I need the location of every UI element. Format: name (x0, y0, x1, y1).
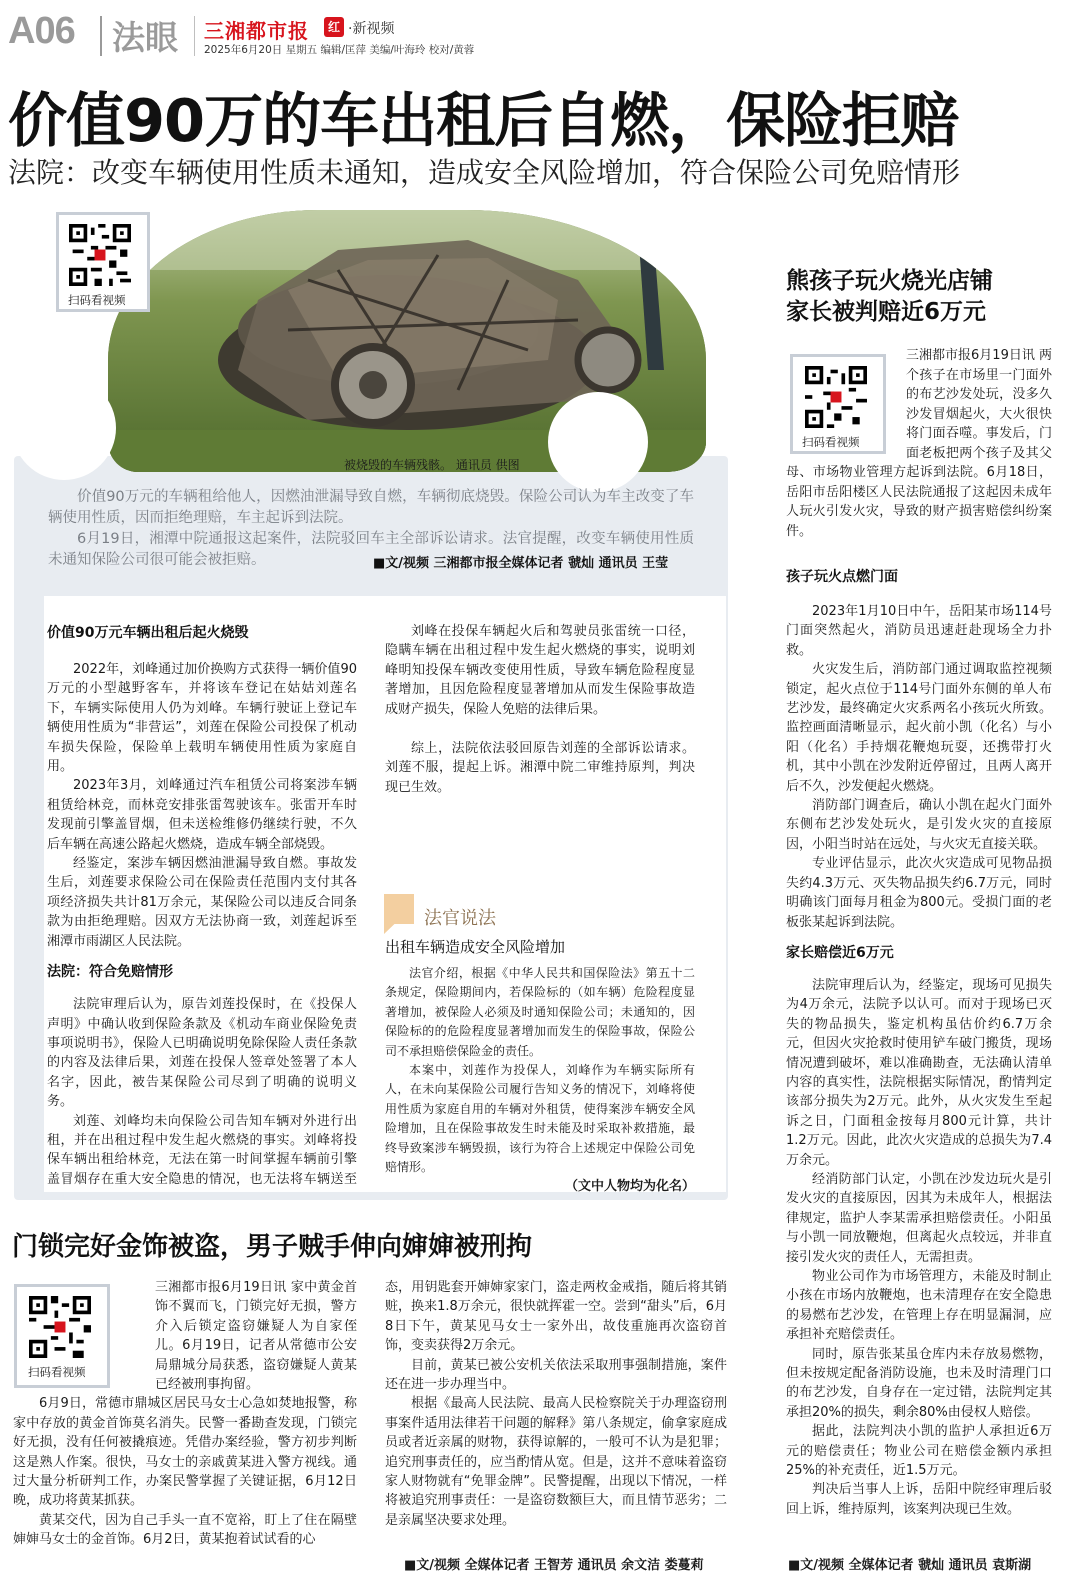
brand-subtitle: ·新视频 (348, 21, 395, 37)
bottom-column-left (13, 1278, 357, 1550)
photo-frame-wheel-right (548, 392, 648, 492)
newspaper-logo: 三湘都市报 (204, 19, 309, 43)
judge-column (385, 964, 695, 1197)
article-paragraph: 火灾发生后，消防部门通过调取监控视频锁定，起火点位于114号门面外东侧的单人布艺沙发，最终确定火灾系两名小孩玩火所致。监控画面清晰显示，起火前小凯（化名）与小阳（化名）手持烟花鞭炮玩耍，还携带打火机，其中小凯在沙发附近停留过，且两人离开后不久，沙发便起火燃烧。 (786, 662, 1052, 794)
article-paragraph: 物业公司作为市场管理方，未能及时制止小孩在市场内放鞭炮，也未清理存在安全隐患的易燃布艺沙发，在管理上存在明显漏洞，应承担补充赔偿责任。 (786, 1269, 1052, 1343)
right-byline: ■文/视频 全媒体记者 虢灿 通讯员 袁斯湖 (788, 1558, 1032, 1573)
right-story-headline: 熊孩子玩火烧光店铺 家长被判赔近6万元 (786, 268, 993, 325)
article-paragraph: 经消防部门认定，小凯在沙发边玩火是引发火灾的直接原因，因其为未成年人，根据法律规定，监护人李某需承担赔偿责任。小阳虽与小凯一同放鞭炮，但离起火点较远，并非直接引发火灾的责任人，无需担责。 (786, 1171, 1052, 1265)
right-lead-text: 三湘都市报6月19日讯 两个孩子在市场里一门面外的布艺沙发处玩，没多久沙发冒烟起火，大火很快将门面吞噬。事发后，门面老板把两个孩子及其父母、市场物业管理方起诉到法院。6月18日，岳阳市岳阳楼区人民法院通报了这起因未成年人玩火引发火灾，导致的财产损害赔偿纠纷案件。 (786, 348, 1052, 539)
section-heading: 家长赔偿近6万元 (786, 944, 894, 961)
article-paragraph: 专业评估显示，此次火灾造成可见物品损失约4.3万元、灭失物品损失约6.7万元，同时明确该门面每月租金为800元。受损门面的老板张某起诉到法院。 (786, 856, 1052, 930)
judge-paragraph: 本案中，刘莲作为投保人，刘峰作为车辆实际所有人，在未向某保险公司履行告知义务的情况下，刘峰将使用性质为家庭自用的车辆对外租赁，使得案涉车辆安全风险增加，且在保险事故发生时未能及时采取补救措施，最终导致案涉车辆毁损，该行为符合上述规定中保险公司免赔情形。 (385, 1063, 695, 1175)
judge-note: （文中人物均为化名） (564, 1179, 695, 1195)
photo-frame-wheel-left (12, 376, 116, 480)
article-paragraph: 同时，原告张某虽仓库内未存放易燃物，但未按规定配备消防设施，也未及时清理门口的布艺沙发，自身存在一定过错，法院判定其承担20%的损失，剩余80%由侵权人赔偿。 (786, 1346, 1052, 1420)
bottom-story-headline: 门锁完好金饰被盗，男子贼手伸向婶婶被刑拘 (12, 1232, 533, 1262)
article-paragraph: 2022年，刘峰通过加价换购方式获得一辆价值90万元的小型越野客车，并将该车登记在姑姑刘莲名下，车辆实际使用人仍为刘峰。车辆行驶证上登记车辆使用性质为“非营运”，刘莲在保险公司投保了机动车损失保险，保险单上载明车辆使用性质为家庭自用。 (47, 662, 357, 775)
header-rule (194, 16, 195, 56)
article-paragraph: 综上，法院依法驳回原告刘莲的全部诉讼请求。刘莲不服，提起上诉。湘潭中院二审维持原判，判决现已生效。 (385, 741, 695, 795)
article-paragraph: 经鉴定，案涉车辆因燃油泄漏导致自燃。事故发生后，刘莲要求保险公司在保险责任范围内支付其各项经济损失共计81万余元，某保险公司以违反合同条款为由拒绝理赔。因双方无法协商一致，刘莲起诉至湘潭市雨湖区人民法院。 (47, 856, 357, 949)
article-paragraph: 2023年3月，刘峰通过汽车租赁公司将案涉车辆租赁给林竞，而林竞安排张雷驾驶该车。张雷开车时发现前引擎盖冒烟，但未送检维修仍继续行驶，不久后车辆在高速公路起火燃烧，造成车辆全部烧毁。 (47, 778, 357, 852)
article-paragraph: 判决后当事人上诉，岳阳中院经审理后驳回上诉，维持原判，该案判决现已生效。 (786, 1482, 1052, 1517)
article-paragraph: 刘莲、刘峰均未向保险公司告知车辆对外进行出租，并在出租过程中发生起火燃烧的事实。刘峰将投保车辆出租给林竞，无法在第一时间掌握车辆前引擎盖冒烟存在重大安全隐患的情况，也无法将车辆送至 (47, 1113, 357, 1187)
main-qr-code[interactable] (66, 224, 134, 286)
judge-section-label: 法官说法 (424, 908, 496, 929)
main-column-right (385, 622, 695, 797)
article-paragraph: 刘峰在投保车辆起火后和驾驶员张雷统一口径，隐瞒车辆在出租过程中发生起火燃烧的事实，说明刘峰明知投保车辆改变使用性质，导致车辆危险程度显著增加，且因危险程度显著增加从而发生保险事故造成财产损失，保险人免赔的法律后果。 (385, 624, 695, 717)
issue-meta: 2025年6月20日 星期五 编辑/匡萍 美编/叶海玲 校对/黄蓉 (204, 44, 475, 56)
bottom-paragraph (13, 1278, 357, 1394)
main-subheadline: 法院：改变车辆使用性质未通知，造成安全风险增加，符合保险公司免赔情形 (8, 156, 961, 189)
section-heading: 法院：符合免赔情形 (47, 964, 173, 981)
right-column-body (786, 566, 1052, 1519)
qr-text-wrap (13, 1278, 155, 1394)
section-heading: 价值90万元车辆出租后起火烧毁 (47, 625, 249, 641)
main-byline: ■文/视频 三湘都市报全媒体记者 虢灿 通讯员 王莹 (373, 556, 669, 571)
bottom-paragraph: 目前，黄某已被公安机关依法采取刑事强制措施，案件还在进一步办理当中。 (385, 1357, 727, 1393)
bottom-paragraph: 6月9日，常德市鼎城区居民马女士心急如焚地报警，称家中存放的黄金首饰莫名消失。民警一番勘查发现，门锁完好无损，没有任何被撬痕迹。凭借办案经验，警方初步判断这是熟人作案。很快，马女士的亲戚黄某进入警方视线。通过大量分析研判工作，办案民警掌握了关键证据，6月12日晚，成功将黄某抓获。 (13, 1396, 357, 1509)
bottom-qr-label: 扫码看视频 (28, 1365, 86, 1379)
judge-section-title: 出租车辆造成安全风险增加 (385, 938, 566, 956)
photo-caption: 被烧毁的车辆残骸。 通讯员 供图 (344, 458, 520, 472)
bottom-paragraph: 黄某交代，因为自己手头一直不宽裕，盯上了住在隔壁婶婶马女士的金首饰。6月2日，黄某抱着试试看的心 (13, 1512, 357, 1548)
bottom-column-right (385, 1278, 727, 1530)
article-paragraph: 法院审理后认为，原告刘莲投保时，在《投保人声明》中确认收到保险条款及《机动车商业保险免责事项说明书》，保险人已明确说明免除保险人责任条款的内容及法律后果，刘莲在投保人签章处签署了本人名字，因此，被告某保险公司尽到了明确的说明义务。 (47, 997, 357, 1110)
article-paragraph: 消防部门调查后，确认小凯在起火门面外东侧布艺沙发处玩火，是引发火灾的直接原因，小阳当时站在远处，与火灾无直接关联。 (786, 798, 1052, 852)
main-column-left (47, 622, 357, 1188)
right-lead (786, 346, 1052, 541)
section-heading: 孩子玩火点燃门面 (786, 569, 898, 585)
main-headline: 价值90万的车出租后自燃，保险拒赔 (8, 86, 959, 155)
main-qr-label: 扫码看视频 (68, 293, 126, 307)
bottom-paragraph: 根据《最高人民法院、最高人民检察院关于办理盗窃刑事案件适用法律若干问题的解释》第八条规定，偷拿家庭成员或者近亲属的财物，获得谅解的，一般可不认为是犯罪；追究刑事责任的，应当酌情从宽。但是，这并不意味着盗窃家人财物就有“免罪金牌”。民警提醒，出现以下情况，一样将被追究刑事责任：一是盗窃数额巨大，而且情节恶劣；二是亲属坚决要求处理。 (385, 1396, 727, 1528)
right-qr-label: 扫码看视频 (802, 435, 860, 449)
bottom-paragraph-text: 三湘都市报6月19日讯 家中黄金首饰不翼而飞，门锁完好无损，警方介入后锁定盗窃嫌疑人为自家侄儿。6月19日，记者从常德市公安局鼎城分局获悉，盗窃嫌疑人黄某已经被刑事拘留。 (155, 1280, 357, 1393)
brand-badge-icon: 红 (324, 17, 344, 37)
bottom-byline: ■文/视频 全媒体记者 王智芳 通讯员 余文洁 娄蔓莉 (404, 1558, 704, 1573)
judge-paragraph: 法官介绍，根据《中华人民共和国保险法》第五十二条规定，保险期间内，若保险标的（如车辆）危险程度显著增加，被保险人必须及时通知保险公司；未通知的，因保险标的的危险程度显著增加而发生的保险事故，保险公司不承担赔偿保险金的责任。 (385, 966, 695, 1058)
article-paragraph: 2023年1月10日中午，岳阳某市场114号门面突然起火，消防员迅速赶赴现场全力扑救。 (786, 604, 1052, 658)
article-paragraph: 法院审理后认为，经鉴定，现场可见损失为4万余元，法院予以认可。而对于现场已灭失的物品损失，鉴定机构虽估价约6.7万余元，但因火灾抢救时使用铲车破门搬货，现场情况遭到破坏，难以准确勘查，无法确认清单内容的真实性，法院根据实际情况，酌情判定该部分损失为2万元。此外，从火灾发生至起诉之日，门面租金按每月800元计算，共计1.2万元。因此，此次火灾造成的总损失为7.4万余元。 (786, 977, 1052, 1168)
intro-paragraph: 价值90万元的车辆租给他人，因燃油泄漏导致自燃，车辆彻底烧毁。保险公司认为车主改变了车辆使用性质，因而拒绝理赔，车主起诉到法院。 (48, 489, 694, 526)
section-name: 法眼 (112, 18, 178, 57)
bottom-paragraph: 态，用钥匙套开婶婶家家门，盗走两枚金戒指，随后将其销赃，换来1.8万余元，很快就挥霍一空。尝到“甜头”后，6月8日下午，黄某见马女士一家外出，故伎重施再次盗窃首饰，变卖获得2万余元。 (385, 1280, 727, 1354)
article-paragraph: 据此，法院判决小凯的监护人承担近6万元的赔偿责任；物业公司在赔偿金额内承担25%的补充责任，近1.5万元。 (786, 1424, 1052, 1479)
page-number: A06 (8, 10, 75, 52)
qr-text-wrap (786, 346, 906, 458)
intro-paragraph: 6月19日，湘潭中院通报这起案件，法院驳回车主全部诉讼请求。法官提醒，改变车辆使用性质未通知保险公司很可能会被拒赔。 (48, 531, 694, 568)
header-divider (100, 16, 102, 56)
